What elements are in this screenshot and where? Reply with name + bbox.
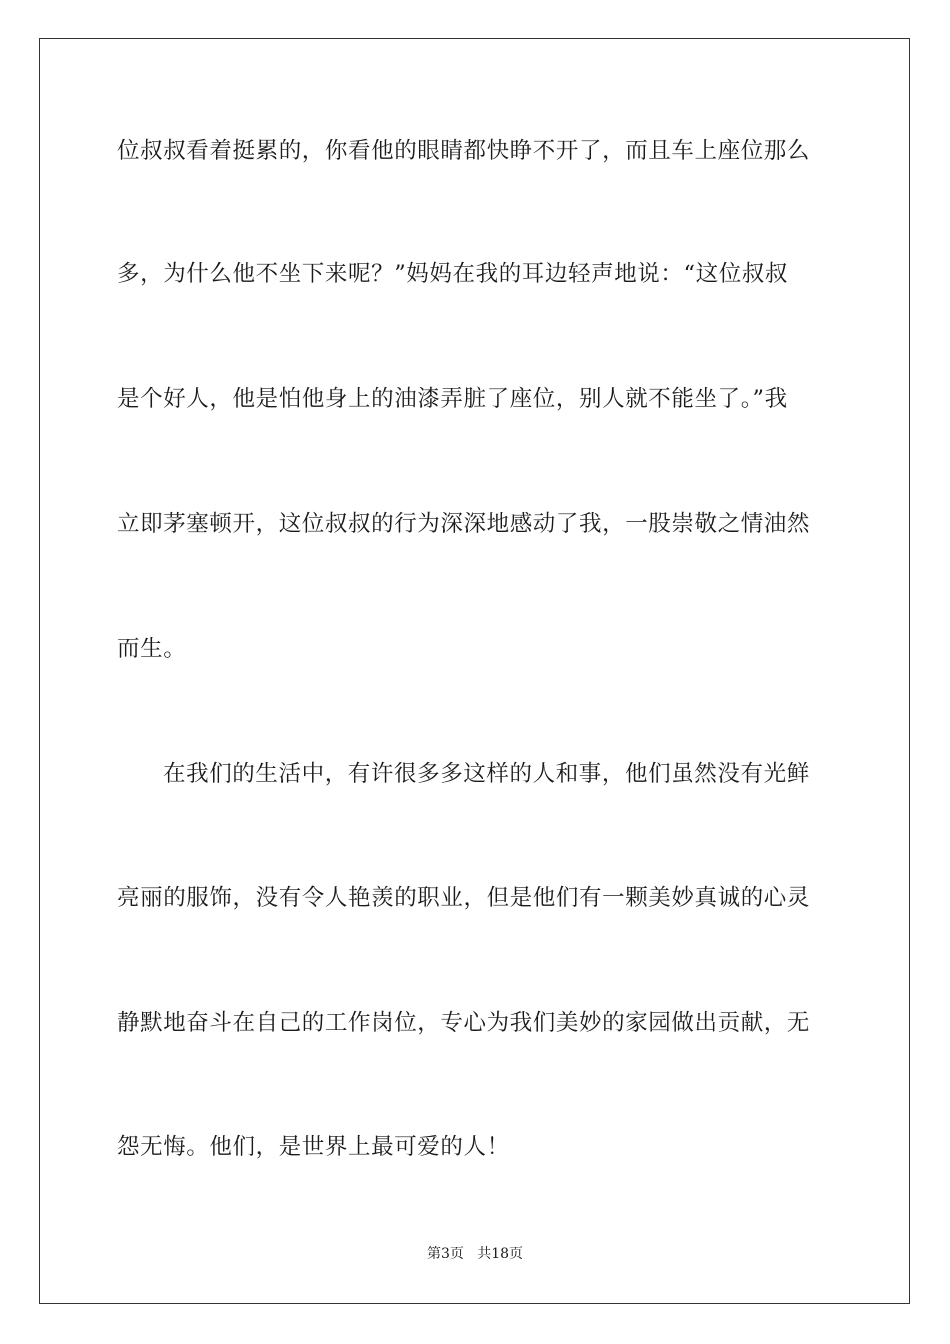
page-border [39, 38, 910, 1304]
body-line-9: 怨无悔。他们，是世界上最可爱的人！ [117, 1134, 510, 1160]
body-line-3: 是个好人，他是怕他身上的油漆弄脏了座位，别人就不能坐了。”我 [117, 386, 788, 412]
body-line-1: 位叔叔看着挺累的，你看他的眼睛都快睁不开了，而且车上座位那么 [117, 138, 811, 164]
body-line-6: 在我们的生活中，有许很多多这样的人和事，他们虽然没有光鲜 [163, 761, 810, 787]
body-line-5: 而生。 [117, 636, 187, 662]
page-number-footer: 第3页 共18页 [426, 1246, 524, 1262]
body-line-8: 静默地奋斗在自己的工作岗位，专心为我们美妙的家园做出贡献，无 [117, 1010, 811, 1036]
body-line-2: 多，为什么他不坐下来呢？”妈妈在我的耳边轻声地说：“这位叔叔 [117, 261, 789, 287]
body-line-7: 亮丽的服饰，没有令人艳羡的职业，但是他们有一颗美妙真诚的心灵 [117, 885, 811, 911]
body-line-4: 立即茅塞顿开，这位叔叔的行为深深地感动了我，一股崇敬之情油然 [117, 511, 811, 537]
